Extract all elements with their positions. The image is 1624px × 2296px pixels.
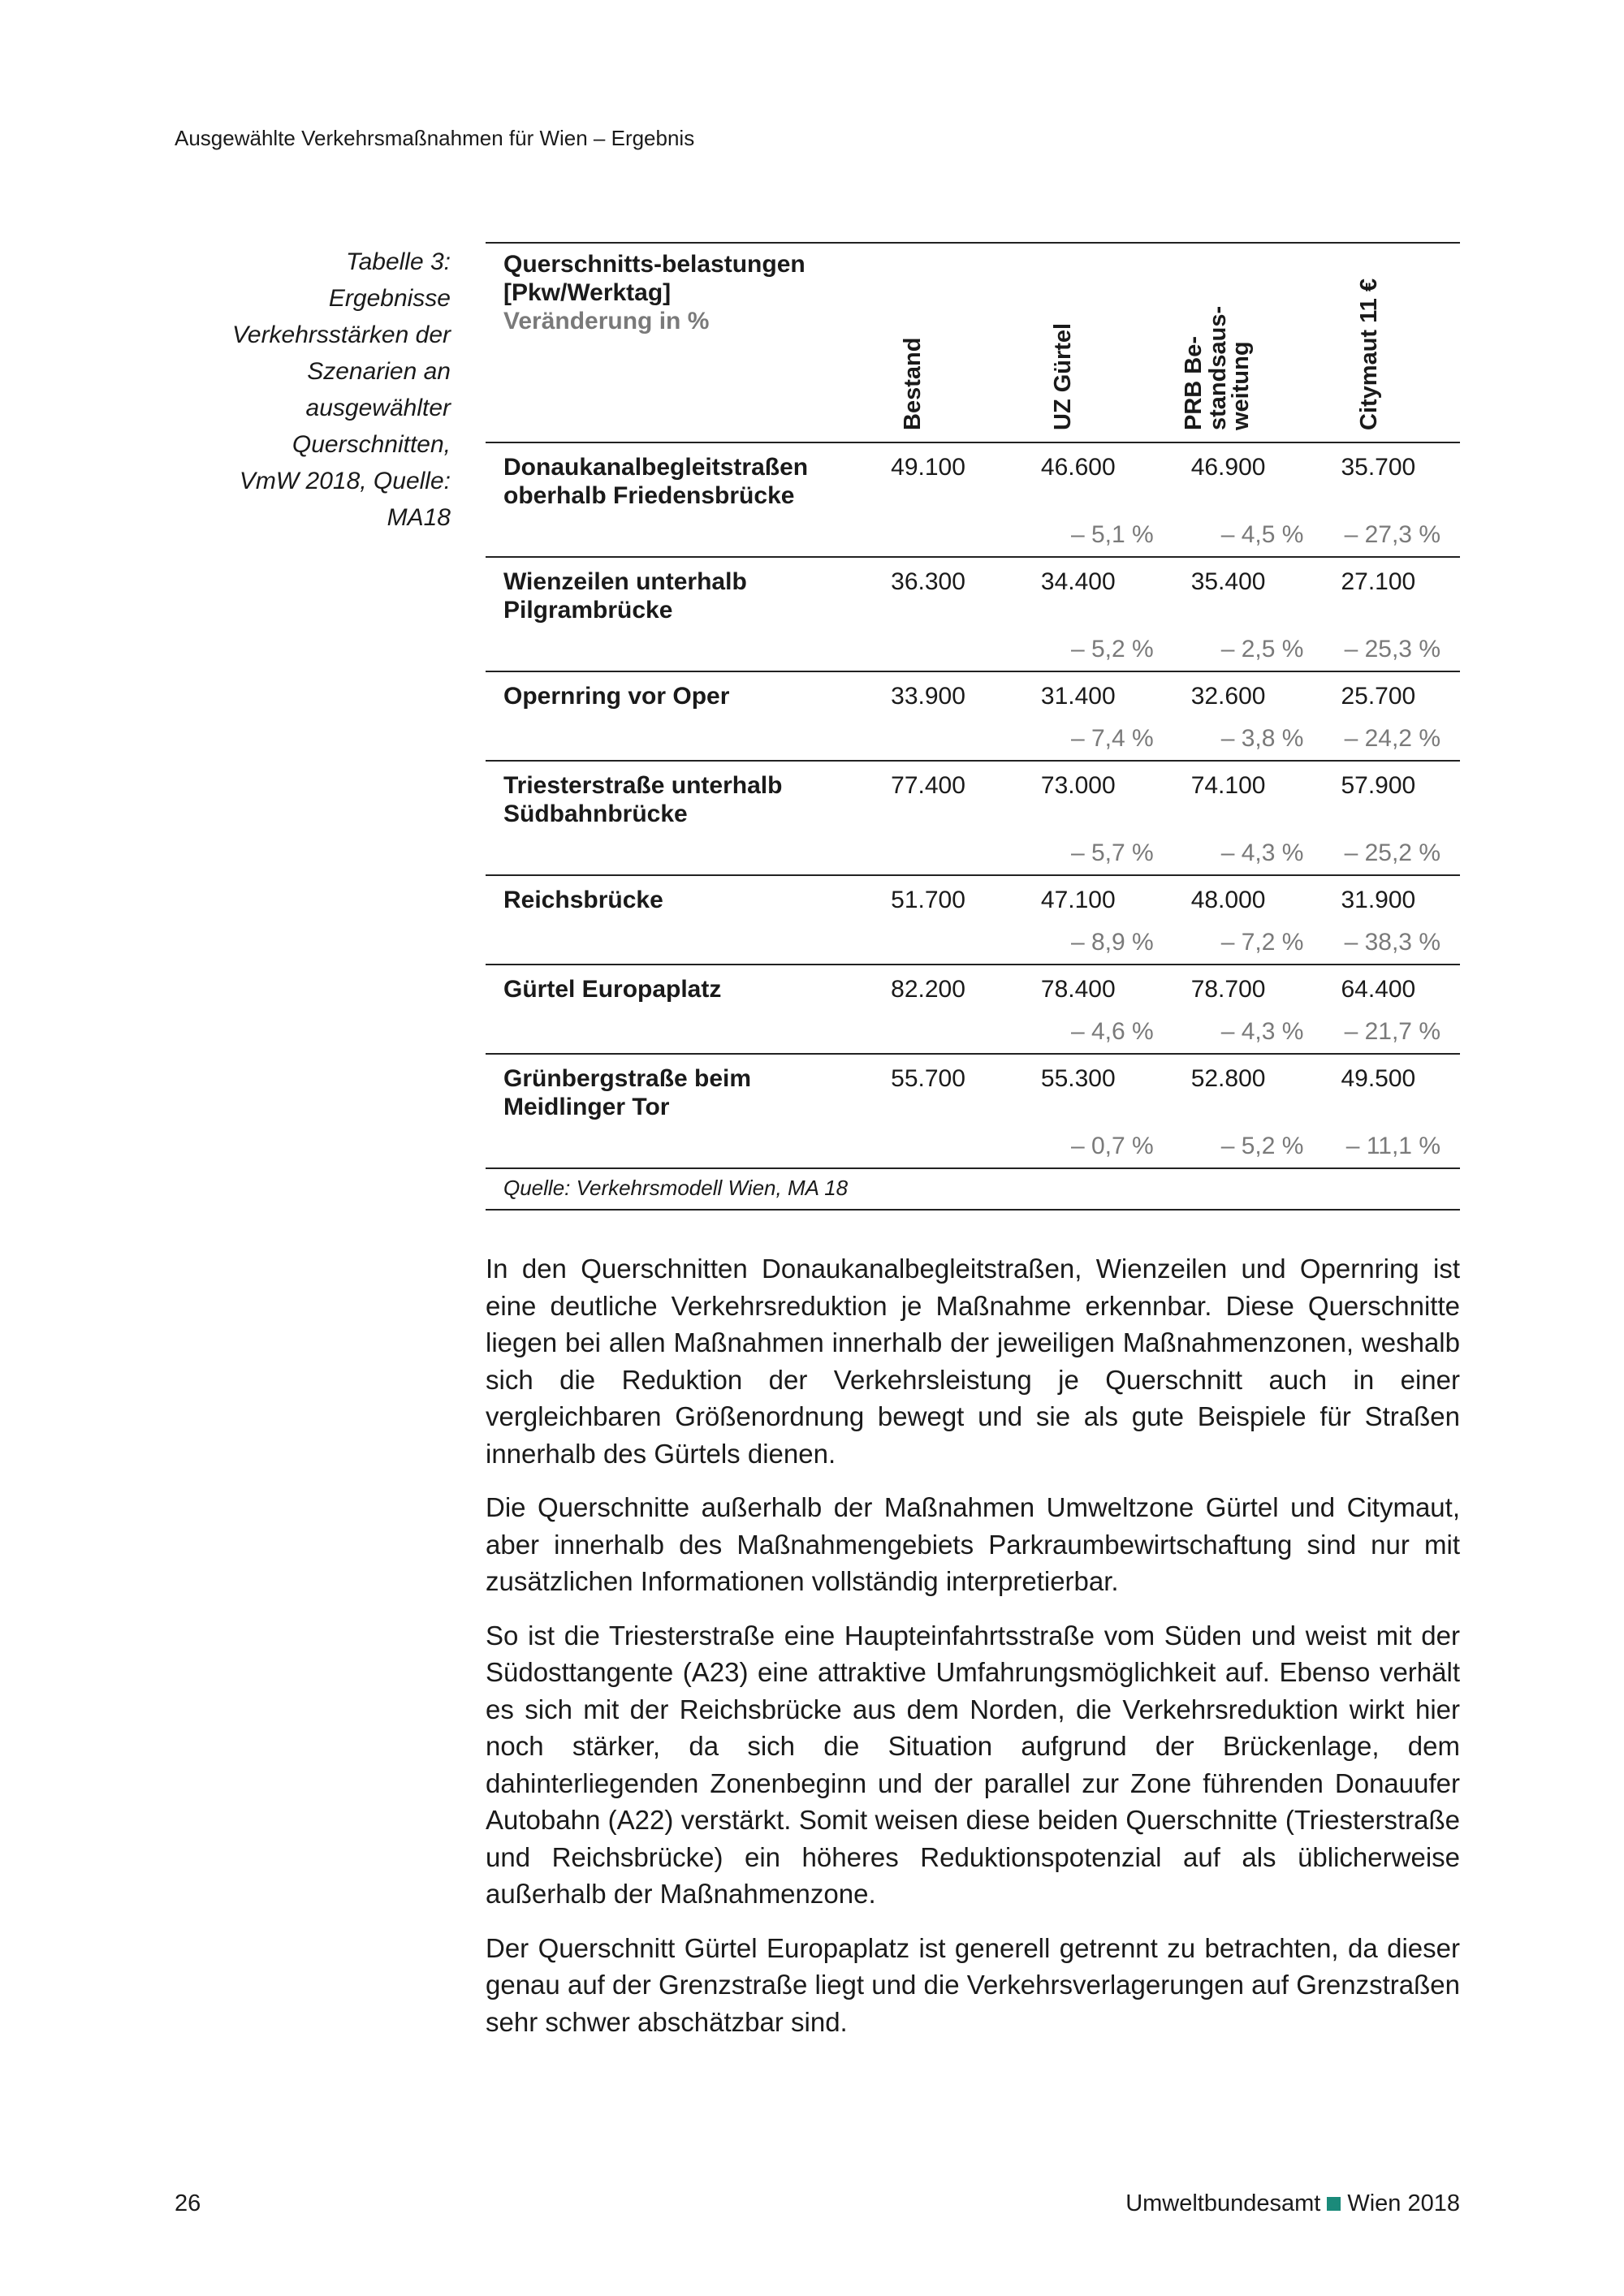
value-prb: 48.000 [1190,887,1266,913]
table-row [486,761,1460,832]
row-name-line: Pilgrambrücke [503,597,673,624]
header-title-line: Querschnitts-belastungen [503,251,806,278]
row-name-line: oberhalb Friedensbrücke [503,482,795,509]
column-label: standsaus- [1204,305,1231,430]
caption-line: Querschnitten, [292,431,451,458]
value-uz: 78.400 [1040,976,1116,1003]
header-subtitle: Veränderung in % [503,308,710,334]
change-prb: – 4,5 % [1173,514,1324,557]
change-prb: – 2,5 % [1173,628,1324,671]
caption-line: Ergebnisse [328,285,451,312]
paragraph: Der Querschnitt Gürtel Europaplatz ist generell getrennt zu betrachten, da dieser genau auf der Grenzstraße liegt und die Verkehrsverlagerungen auf Grenzstraßen sehr schwer abschätzbar sind. [486,1932,1460,2037]
change-prb: – 4,3 % [1173,832,1324,875]
caption-line: MA18 [387,504,451,531]
table-caption [175,244,451,536]
column-label: UZ Gürtel [1049,322,1076,430]
page-number: 26 [175,2190,201,2216]
table-row-change [486,514,1460,557]
change-uz: – 0,7 % [1023,1125,1173,1168]
row-name [486,442,873,514]
paragraph: In den Querschnitten Donaukanalbegleitstraßen, Wienzeilen und Opernring ist eine deutliche Verkehrsreduktion je Maßnahme erkennbar. Diese Querschnitte liegen bei allen Maßnahmen innerhalb der jeweiligen Maßnahmenzonen, weshalb sich die Reduktion der Verkehrsleistung je Querschnitt auch in einer vergleichbaren Größenordnung bewegt und sie als gute Beispiele für Straßen innerhalb des Gürtels dienen. [486,1254,1460,1469]
table-row [486,557,1460,628]
change-prb: – 3,8 % [1173,718,1324,761]
change-city: – 25,3 % [1323,628,1460,671]
change-prb: – 5,2 % [1173,1125,1324,1168]
change-city: – 21,7 % [1323,1011,1460,1054]
value-prb: 78.700 [1190,976,1266,1003]
value-bestand: 82.200 [891,976,965,1003]
footer-publisher [1125,2190,1460,2217]
value-uz: 55.300 [1040,1065,1116,1092]
square-icon [1327,2197,1341,2211]
value-city: 27.100 [1341,568,1416,595]
change-prb: – 7,2 % [1173,921,1324,965]
row-name-line: Triesterstraße unterhalb [503,772,783,799]
value-uz: 47.100 [1040,887,1116,913]
row-name-line: Meidlinger Tor [503,1094,670,1120]
value-prb: 32.600 [1190,683,1266,710]
value-city: 35.700 [1341,454,1416,481]
place-year: Wien 2018 [1347,2190,1460,2216]
column-header-citymaut [1323,243,1460,442]
caption-line: Tabelle 3: [346,248,451,275]
change-uz: – 5,7 % [1023,832,1173,875]
header-title-line: [Pkw/Werktag] [503,279,672,306]
row-name-line: Donaukanalbegleitstraßen [503,454,809,481]
row-name [486,761,873,832]
caption-line: Verkehrsstärken der [231,322,451,348]
row-name-line: Wienzeilen unterhalb [503,568,747,595]
value-bestand: 51.700 [891,887,965,913]
value-city: 57.900 [1341,772,1416,799]
row-name-line: Grünbergstraße beim [503,1065,752,1092]
table-source: Quelle: Verkehrsmodell Wien, MA 18 [486,1168,1460,1210]
value-city: 25.700 [1341,683,1416,710]
column-header-uz-guertel [1023,243,1173,442]
running-header: Ausgewählte Verkehrsmaßnahmen für Wien – Ergebnis [175,126,695,150]
change-uz: – 7,4 % [1023,718,1173,761]
table-source-row [486,1168,1460,1210]
change-uz: – 8,9 % [1023,921,1173,965]
value-city: 31.900 [1341,887,1416,913]
row-name: Reichsbrücke [503,887,663,913]
table-header-row [486,243,1460,442]
row-name [486,1054,873,1125]
table-row-change [486,921,1460,965]
value-prb: 52.800 [1190,1065,1266,1092]
row-name: Gürtel Europaplatz [503,976,722,1003]
value-bestand: 36.300 [891,568,965,595]
value-uz: 73.000 [1040,772,1116,799]
value-bestand: 49.100 [891,454,965,481]
change-city: – 24,2 % [1323,718,1460,761]
change-city: – 25,2 % [1323,832,1460,875]
header-title-cell [486,243,873,442]
traffic-table [486,242,1460,1211]
table-row-change [486,628,1460,671]
value-city: 49.500 [1341,1065,1416,1092]
table-row [486,442,1460,514]
paragraph: So ist die Triesterstraße eine Haupteinfahrtsstraße vom Süden und weist mit der Südosttangente (A23) eine attraktive Umfahrungsmöglichkeit auf. Ebenso verhält es sich mit der Reichsbrücke aus dem Norden, die Verkehrsreduktion wirkt hier noch stärker, da sich die Situation aufgrund der Brückenlage, dem dahinterliegenden Zonenbeginn und der parallel zur Zone führenden Donauufer Autobahn (A22) verstärkt. Somit weisen diese beiden Querschnitte (Triesterstraße und Reichsbrücke) ein höheres Reduktionspotenzial auf als üblicherweise außerhalb der Maßnahmenzone. [486,1620,1460,1909]
change-city: – 11,1 % [1323,1125,1460,1168]
table-row-change [486,718,1460,761]
table-row-change [486,1011,1460,1054]
table-row [486,1054,1460,1125]
paragraph: Die Querschnitte außerhalb der Maßnahmen Umweltzone Gürtel und Citymaut, aber innerhalb des Maßnahmengebiets Parkraumbewirtschaftung sind nur mit zusätzlichen Informationen vollständig interpretierbar. [486,1492,1460,1596]
caption-line: ausgewählter [305,395,451,421]
change-uz: – 5,1 % [1023,514,1173,557]
value-bestand: 55.700 [891,1065,965,1092]
change-uz: – 4,6 % [1023,1011,1173,1054]
table-row [486,671,1460,718]
body-text [486,1250,1460,2057]
value-bestand: 33.900 [891,683,965,710]
row-name [486,557,873,628]
value-prb: 74.100 [1190,772,1266,799]
table-row-change [486,1125,1460,1168]
table-row [486,875,1460,921]
value-uz: 34.400 [1040,568,1116,595]
value-city: 64.400 [1341,976,1416,1003]
column-label: weitung [1227,341,1254,430]
value-uz: 46.600 [1040,454,1116,481]
row-name: Opernring vor Oper [503,683,730,710]
column-label: PRB Be- [1180,335,1207,430]
value-prb: 46.900 [1190,454,1266,481]
table-row-change [486,832,1460,875]
value-prb: 35.400 [1190,568,1266,595]
caption-line: VmW 2018, Quelle: [239,468,451,494]
row-name-line: Südbahnbrücke [503,801,688,827]
column-header-bestand [873,243,1023,442]
value-uz: 31.400 [1040,683,1116,710]
column-label: Bestand [900,337,926,430]
change-uz: – 5,2 % [1023,628,1173,671]
change-city: – 27,3 % [1323,514,1460,557]
change-city: – 38,3 % [1323,921,1460,965]
change-prb: – 4,3 % [1173,1011,1324,1054]
publisher-name: Umweltbundesamt [1125,2190,1321,2216]
column-label: Citymaut 11 € [1356,278,1383,430]
column-header-prb [1173,243,1324,442]
caption-line: Szenarien an [307,358,451,385]
value-bestand: 77.400 [891,772,965,799]
table-row [486,965,1460,1011]
